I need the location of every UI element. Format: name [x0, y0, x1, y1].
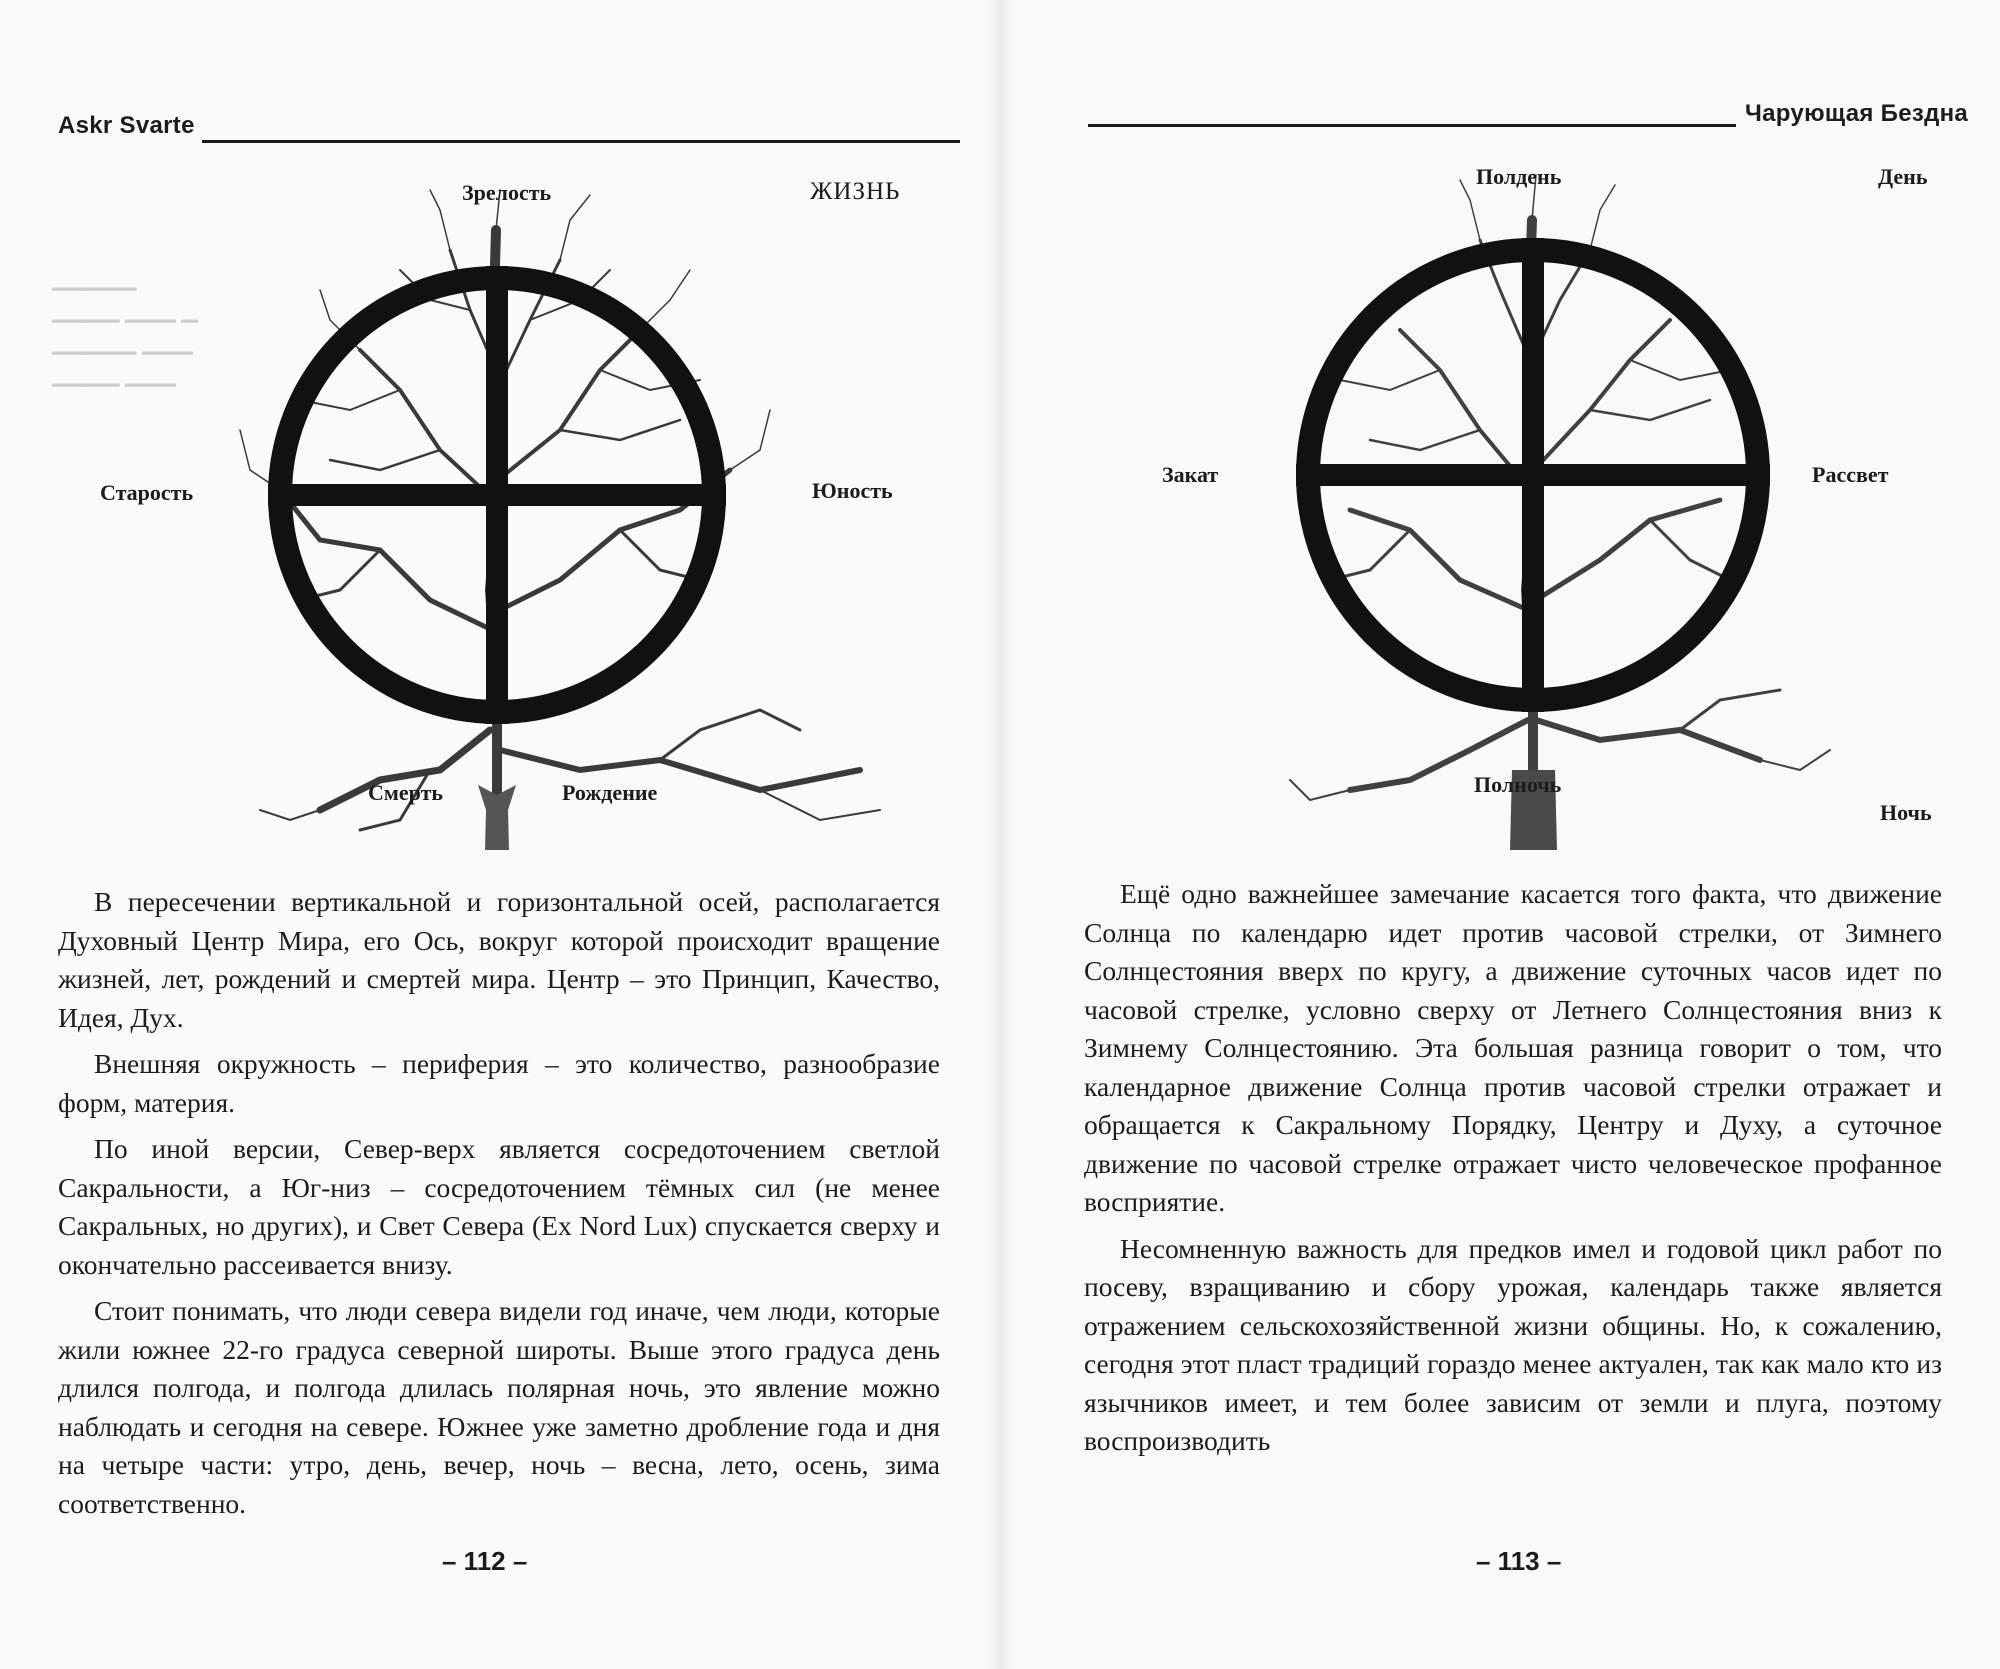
label-death: Смерть — [368, 780, 444, 805]
bleed-through-text: ▔▔▔▔▔ ▔▔▔▔ ▔▔▔ ▔ ▔▔▔▔▔ ▔▔▔ ▔▔▔▔ ▔▔▔ — [52, 288, 199, 409]
book-gutter — [985, 0, 1015, 1669]
header-rule-right — [1088, 124, 1736, 127]
right-page — [1000, 0, 2000, 1669]
label-noon: Полдень — [1476, 164, 1562, 189]
left-body-text — [58, 883, 940, 1531]
label-old-age: Старость — [100, 480, 194, 505]
paragraph: По иной версии, Север-верх является сосредоточением светлой Сакральности, а Юг-низ – сосредоточением тёмных сил (не менее Сакральных, но других), и Свет Севера (Ex Nord Lux) спускается сверху и окончательно рассеивается внизу. — [58, 1133, 940, 1280]
running-head-right: Чарующая Бездна — [1745, 100, 1969, 127]
paragraph: Стоит понимать, что люди севера видели год иначе, чем люди, которые жили южнее 22-го градуса северной широты. Выше этого градуса день длился полгода, и полгода длилась полярная ночь, это явление можно наблюдать и сегодня на севере. Южнее уже заметно дробление года и дня на четыре части: утро, день, вечер, ночь – весна, лето, осень, зима соответственно. — [58, 1295, 940, 1519]
label-night: Ночь — [1880, 800, 1932, 825]
life-wheel-diagram — [0, 170, 1000, 850]
day-wheel-diagram — [1000, 160, 2000, 850]
label-life: ЖИЗНЬ — [810, 178, 901, 205]
label-maturity: Зрелость — [462, 180, 552, 205]
paragraph: В пересечении вертикальной и горизонтальной осей, располагается Духовный Центр Мира, его Ось, вокруг которой происходит вращение жизней, лет, рождений и смертей мира. Центр – это Принцип, Качество, Идея, Дух. — [58, 886, 940, 1033]
label-sunrise: Рассвет — [1812, 462, 1889, 487]
paragraph: Внешняя окружность – периферия – это количество, разнообразие форм, материя. — [58, 1048, 940, 1118]
running-head-left: Askr Svarte — [58, 112, 195, 139]
label-youth: Юность — [812, 478, 893, 503]
paragraph: Несомненную важность для предков имел и годовой цикл работ по посеву, взращиванию и сбору урожая, календарь также является отражением сельскохозяйственной жизни общины. Но, к сожалению, сегодня этот пласт традиций гораздо менее актуален, так как мало кто из язычников имеет, и тем более зависим от земли и плуга, поэтому воспроизводить — [1084, 1232, 1942, 1456]
right-body-text — [1084, 875, 1942, 1469]
day-wheel-figure — [1000, 160, 2000, 850]
label-midnight: Полночь — [1474, 772, 1562, 797]
label-sunset: Закат — [1162, 462, 1219, 487]
header-rule-left — [202, 140, 960, 143]
page-number-left: – 112 – — [442, 1546, 528, 1576]
life-wheel-figure — [0, 170, 1000, 850]
label-birth: Рождение — [562, 780, 658, 805]
paragraph: Ещё одно важнейшее замечание касается того факта, что движение Солнца по календарю идет против часовой стрелки, от Зимнего Солнцестояния вверх по кругу, а движение суточных часов идет по часовой стрелке, условно сверху от Летнего Солнцестояния вниз к Зимнему Солнцестоянию. Эта большая разница говорит о том, что календарное движение Солнца против часовой стрелки отражает и обращается к Сакральному Порядку, Центру и Духу, а суточное движение по часовой стрелке отражает чисто человеческое профанное восприятие. — [1084, 878, 1942, 1217]
page-number-right: – 113 – — [1476, 1546, 1562, 1576]
label-day: День — [1878, 164, 1928, 189]
